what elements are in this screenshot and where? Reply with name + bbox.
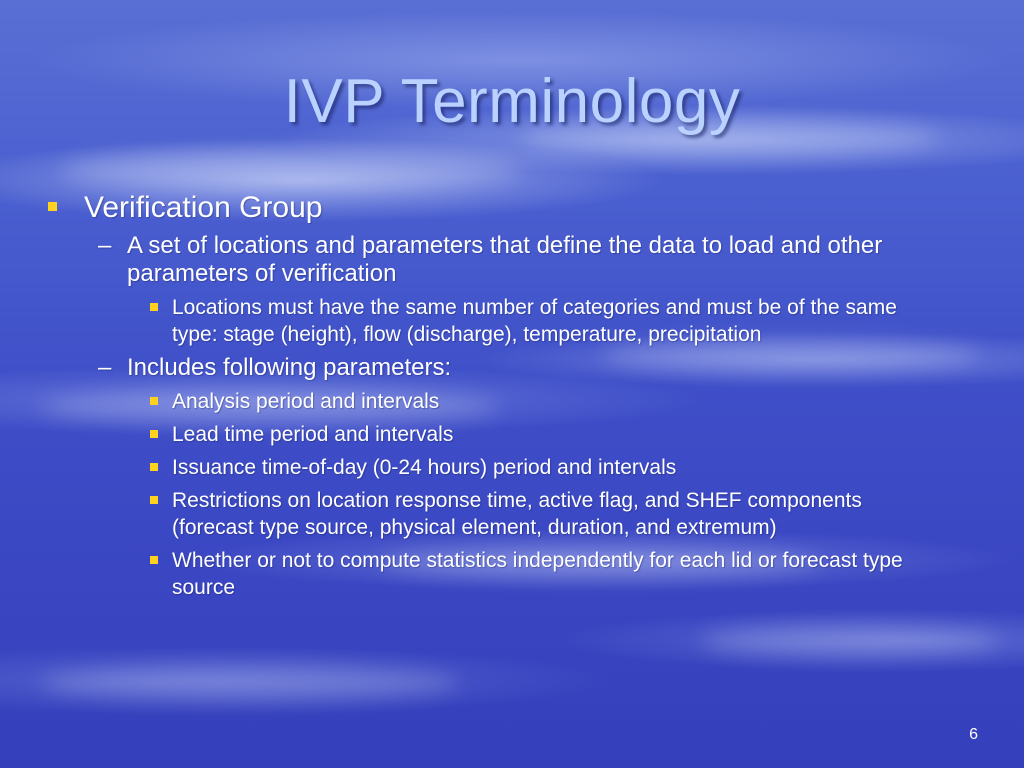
bullet-level2 xyxy=(40,354,970,382)
bullet-text: Locations must have the same number of categories and must be of the same type: stage (height), flow (discharge), temperature, precipitation xyxy=(172,296,897,346)
yellow-square-bullet-icon xyxy=(150,303,158,311)
yellow-square-bullet-icon xyxy=(48,202,57,211)
dash-bullet-icon: – xyxy=(98,232,112,259)
cloud-decoration xyxy=(700,626,1000,656)
bullet-text: Lead time period and intervals xyxy=(172,423,454,446)
cloud-decoration xyxy=(40,666,460,700)
yellow-square-bullet-icon xyxy=(150,397,158,405)
bullet-level3 xyxy=(40,547,942,601)
bullet-level3 xyxy=(40,421,942,448)
slide-body xyxy=(40,190,970,607)
bullet-level3 xyxy=(40,454,942,481)
bullet-level2 xyxy=(40,232,970,288)
bullet-text: Whether or not to compute statistics independently for each lid or forecast type source xyxy=(172,549,903,599)
dash-bullet-icon: – xyxy=(98,354,112,381)
bullet-text: Includes following parameters: xyxy=(127,354,452,381)
bullet-text: Verification Group xyxy=(84,191,323,224)
page-number: 6 xyxy=(969,726,978,743)
yellow-square-bullet-icon xyxy=(150,463,158,471)
yellow-square-bullet-icon xyxy=(150,430,158,438)
bullet-text: Analysis period and intervals xyxy=(172,390,440,413)
bullet-text: Restrictions on location response time, active flag, and SHEF components (forecast type source, physical element, duration, and extremum) xyxy=(172,489,862,539)
cloud-decoration xyxy=(60,150,520,190)
bullet-level3 xyxy=(40,294,942,348)
bullet-level3 xyxy=(40,388,942,415)
bullet-level1 xyxy=(40,190,970,226)
slide-title: IVP Terminology xyxy=(283,67,741,136)
yellow-square-bullet-icon xyxy=(150,556,158,564)
bullet-text: Issuance time-of-day (0-24 hours) period and intervals xyxy=(172,456,677,479)
bullet-level3 xyxy=(40,487,942,541)
bullet-text: A set of locations and parameters that define the data to load and other parameters of verification xyxy=(127,232,883,287)
yellow-square-bullet-icon xyxy=(150,496,158,504)
